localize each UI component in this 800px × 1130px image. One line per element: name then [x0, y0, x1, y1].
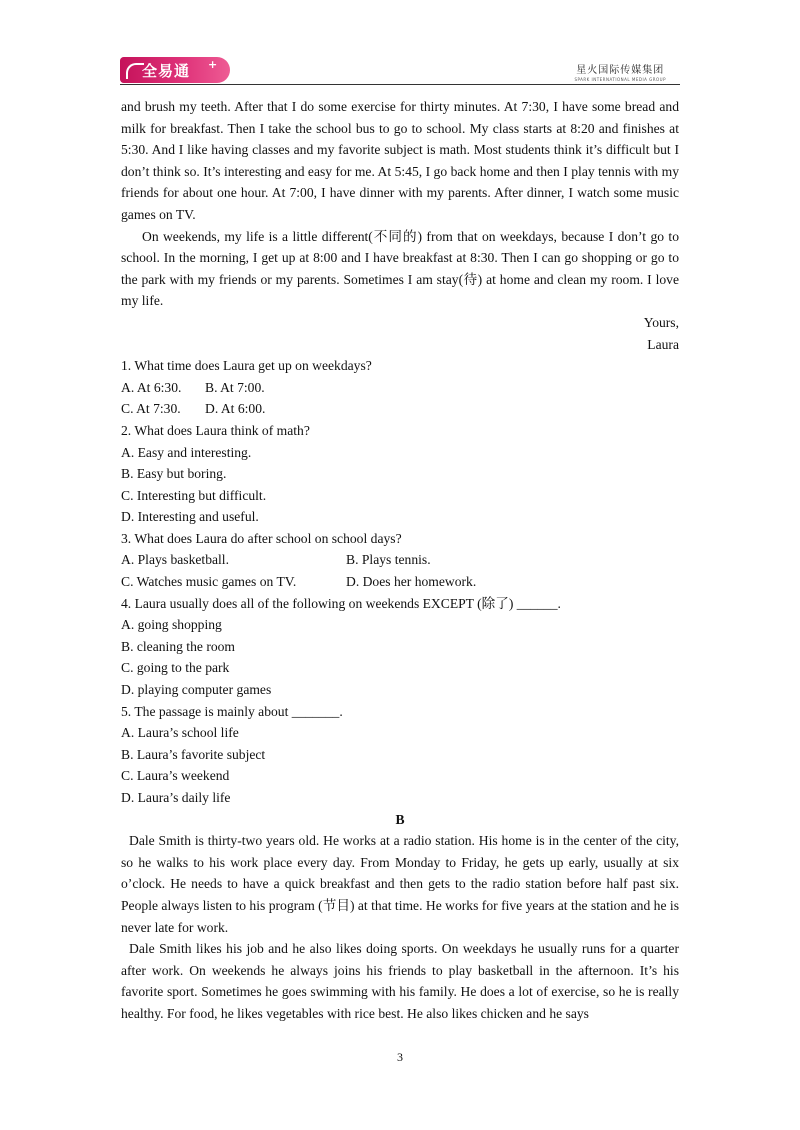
page-number: 3	[397, 1050, 403, 1064]
question-3-option-a: A. Plays basketball.	[121, 552, 229, 568]
question-1-row-2	[121, 398, 679, 420]
question-1-option-b: B. At 7:00.	[205, 379, 265, 395]
logo-plus: +	[208, 58, 218, 71]
question-5-option-b: B. Laura’s favorite subject	[121, 746, 266, 762]
question-1-stem: 1. What time does Laura get up on weekdays?	[121, 358, 372, 374]
question-3-option-b: B. Plays tennis.	[346, 552, 431, 568]
question-4-stem: 4. Laura usually does all of the following on weekends EXCEPT (除了) ______.	[121, 595, 561, 611]
question-2-option-a: A. Easy and interesting.	[121, 444, 252, 460]
question-5-option-a: A. Laura’s school life	[121, 725, 239, 741]
question-4-option-a: A. going shopping	[121, 617, 222, 633]
question-4-option-b: B. cleaning the room	[121, 638, 236, 654]
question-1-option-c: C. At 7:30.	[121, 401, 181, 417]
question-3-stem: 3. What does Laura do after school on school days?	[121, 530, 402, 546]
passage-a-paragraph-1: and brush my teeth. After that I do some exercise for thirty minutes. At 7:30, I have some bread and milk for breakfast. Then I take the school bus to go to school. My class starts at 8:20 and finishes at 5:30. And I like having classes and my favorite subject is math. Most students think it’s difficult but I don’t think so. It’s interesting and easy for me. At 5:45, I go back home and then I play tennis with my friends for about one hour. At 7:00, I have dinner with my parents. After dinner, I watch some music games on TV.	[121, 99, 679, 222]
question-2-option-c: C. Interesting but difficult.	[121, 487, 267, 503]
question-2-stem: 2. What does Laura think of math?	[121, 422, 310, 438]
question-1-row-1	[121, 377, 679, 399]
question-2-option-b: B. Easy but boring.	[121, 466, 227, 482]
question-3-option-d: D. Does her homework.	[346, 574, 477, 590]
brand-name-en: SPARK INTERNATIONAL MEDIA GROUP	[574, 77, 666, 82]
question-1-option-a: A. At 6:30.	[121, 379, 182, 395]
passage-a-paragraph-2: On weekends, my life is a little different(不同的) from that on weekdays, because I don’t go to school. In the morning, I get up at 8:00 and I have breakfast at 8:30. Then I can go shopping or go to the park with my friends or my parents. Sometimes I am stay(待) at home and clean my room. I love my life.	[121, 228, 679, 309]
question-3-row-2	[121, 571, 679, 593]
header-divider	[120, 84, 680, 85]
question-1-option-d: D. At 6:00.	[205, 401, 266, 417]
letter-signature: Laura	[647, 336, 679, 352]
page-content	[121, 96, 679, 1025]
question-3-row-1	[121, 549, 679, 571]
question-5-option-d: D. Laura’s daily life	[121, 790, 231, 805]
passage-b-paragraph-1: Dale Smith is thirty-two years old. He works at a radio station. His home is in the center of the city, so he walks to his work place every day. From Monday to Friday, he gets up early, usually at six o’clock. He needs to have a quick breakfast and then gets to the radio station before half past six. People always listen to his program (节目) at that time. He works for five years at the station and he is never late for work.	[121, 833, 679, 935]
question-5-option-c: C. Laura’s weekend	[121, 768, 230, 784]
question-4-option-d: D. playing computer games	[121, 682, 272, 698]
brand-mark	[574, 61, 666, 82]
question-2-option-d: D. Interesting and useful.	[121, 509, 259, 525]
question-3-option-c: C. Watches music games on TV.	[121, 574, 297, 590]
section-b-heading: B	[395, 811, 405, 827]
letter-closing: Yours,	[643, 314, 679, 330]
question-5-stem: 5. The passage is mainly about _______.	[121, 703, 343, 719]
brand-name-cn: 星火国际传媒集团	[576, 65, 665, 76]
publisher-logo	[120, 57, 230, 83]
page-header	[120, 55, 680, 87]
passage-b-paragraph-2: Dale Smith likes his job and he also likes doing sports. On weekdays he usually runs for a quarter after work. On weekends he always joins his friends to play basketball in the afternoon. It’s his favorite sport. Sometimes he goes swimming with his family. He does a lot of exercise, so he is really healthy. For food, he likes vegetables with rice best. He also likes chicken and he says	[121, 941, 679, 1021]
question-4-option-c: C. going to the park	[121, 660, 230, 676]
logo-text: 全易通	[142, 62, 191, 80]
